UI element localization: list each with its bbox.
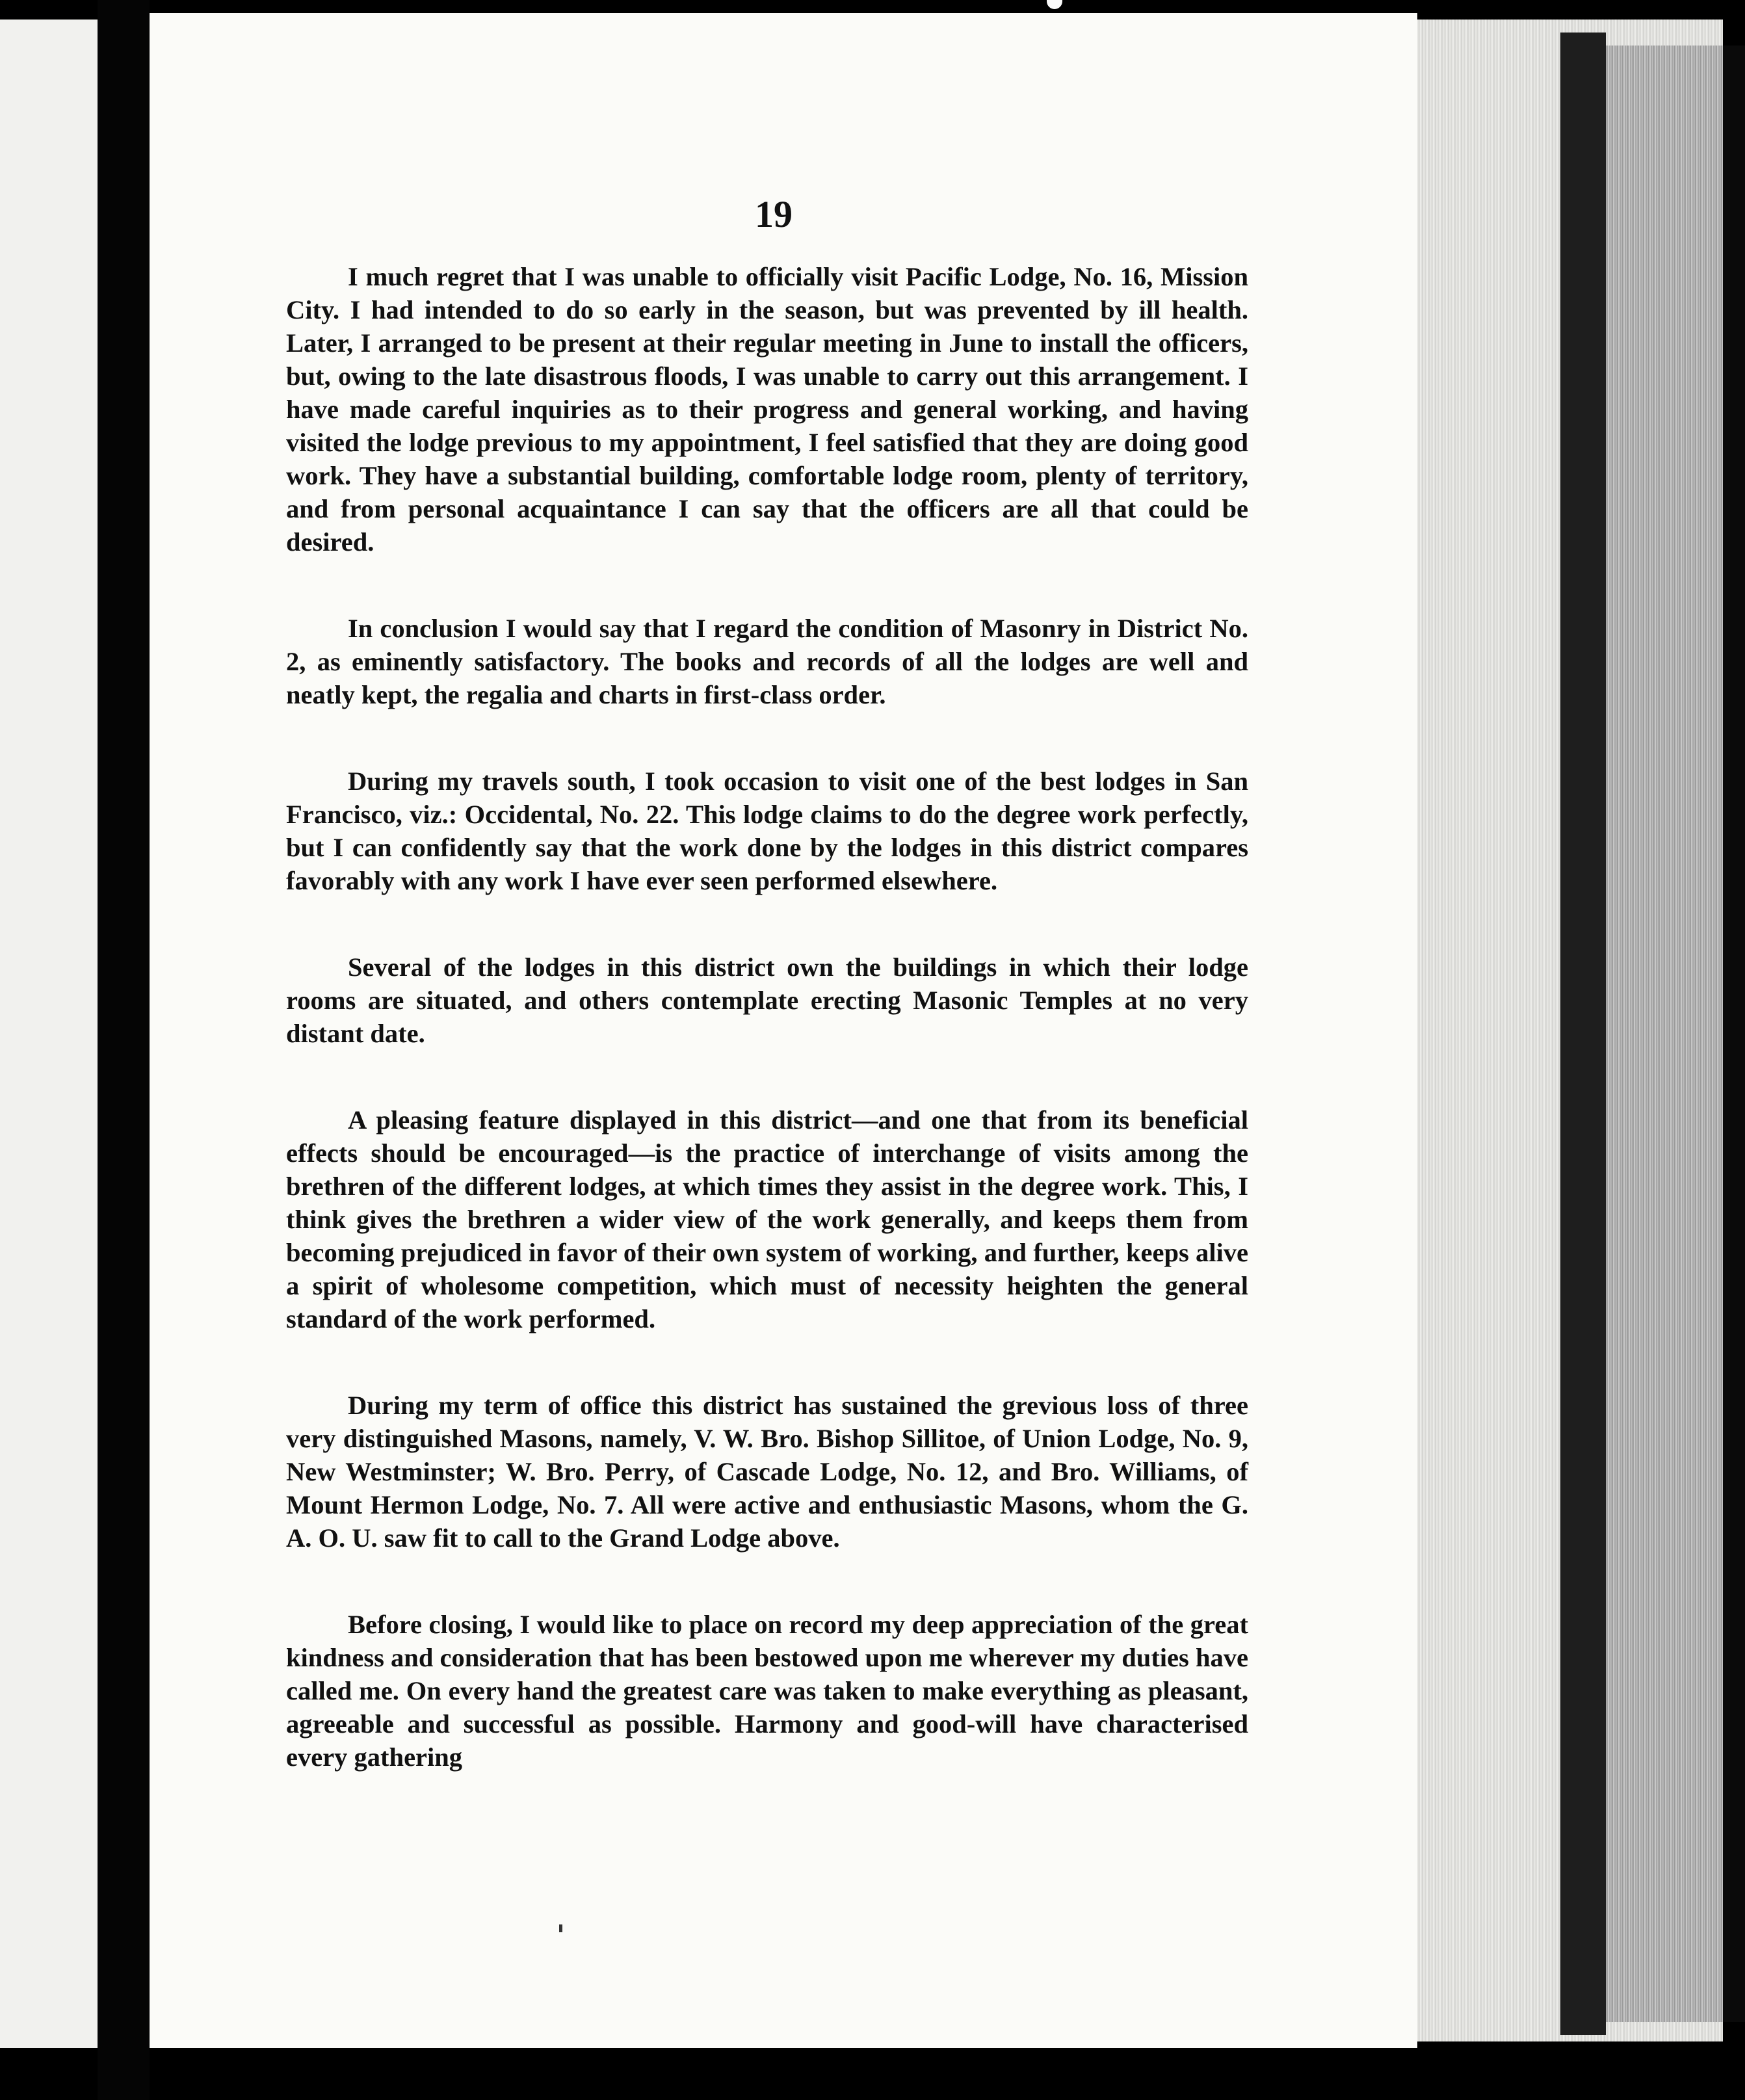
page-number: 19 (755, 193, 793, 235)
book-gutter (98, 0, 150, 2100)
paragraph: Several of the lodges in this district own the buildings in which their lodge rooms are situated, and others contemplate erecting Masonic Temples at no very distant date. (286, 952, 1248, 1048)
paragraph: A pleasing feature displayed in this district—and one that from its beneficial effects should be encouraged—is the practice of interchange of visits among the brethren of the different lodges, at which times they assist in the degree work. This, I think gives the brethren a wider view of the work generally, and keeps them from becoming prejudiced in favor of their own system of working, and further, keeps alive a spirit of wholesome competition, which must of necessity heighten the general standard of the work performed. (286, 1105, 1248, 1333)
paragraph: In conclusion I would say that I regard the condition of Masonry in District No. 2, as eminently satisfactory. The books and records of all the lodges are well and neatly kept, the regalia and charts in first-class order. (286, 614, 1248, 709)
page-stack-inner (1606, 46, 1723, 2022)
paragraph: Before closing, I would like to place on record my deep appreciation of the great kindness and consideration that has been bestowed upon me wherever my duties have called me. On every hand the greatest care was taken to make everything as pleasant, agreeable and successful as possible. Harmony and good-will have characterised every gathering (286, 1610, 1248, 1772)
page-stack-shadow (1560, 33, 1606, 2035)
paragraph: During my travels south, I took occasion to visit one of the best lodges in San Francisco, viz.: Occidental, No. 22. This lodge claims to do the degree work perfectly, but I can confidently say that the work done by the lodges in this district compares favorably with any work I have ever seen performed elsewhere. (286, 767, 1248, 895)
paragraph: During my term of office this district has sustained the grevious loss of three very distinguished Masons, namely, V. W. Bro. Bishop Sillitoe, of Union Lodge, No. 9, New Westminster; W. Bro. Perry, of Cascade Lodge, No. 12, and Bro. Williams, of Mount Hermon Lodge, No. 7. All were active and enthusiastic Masons, whom the G. A. O. U. saw fit to call to the Grand Lodge above. (286, 1391, 1248, 1553)
page-body (286, 260, 1248, 1827)
ink-speck (559, 1924, 562, 1932)
facing-page-edge (0, 20, 98, 2048)
page-top-mark (1047, 0, 1062, 9)
book-cover-edge (1723, 46, 1745, 2022)
paragraph: I much regret that I was unable to officially visit Pacific Lodge, No. 16, Mission City. I had intended to do so early in the season, but was prevented by ill health. Later, I arranged to be present at their regular meeting in June to install the officers, but, owing to the late disastrous floods, I was unable to carry out this arrangement. I have made careful inquiries as to their progress and general working, and having visited the lodge previous to my appointment, I feel satisfied that they are doing good work. They have a substantial building, comfortable lodge room, plenty of territory, and from personal acquaintance I can say that the officers are all that could be desired. (286, 262, 1248, 557)
